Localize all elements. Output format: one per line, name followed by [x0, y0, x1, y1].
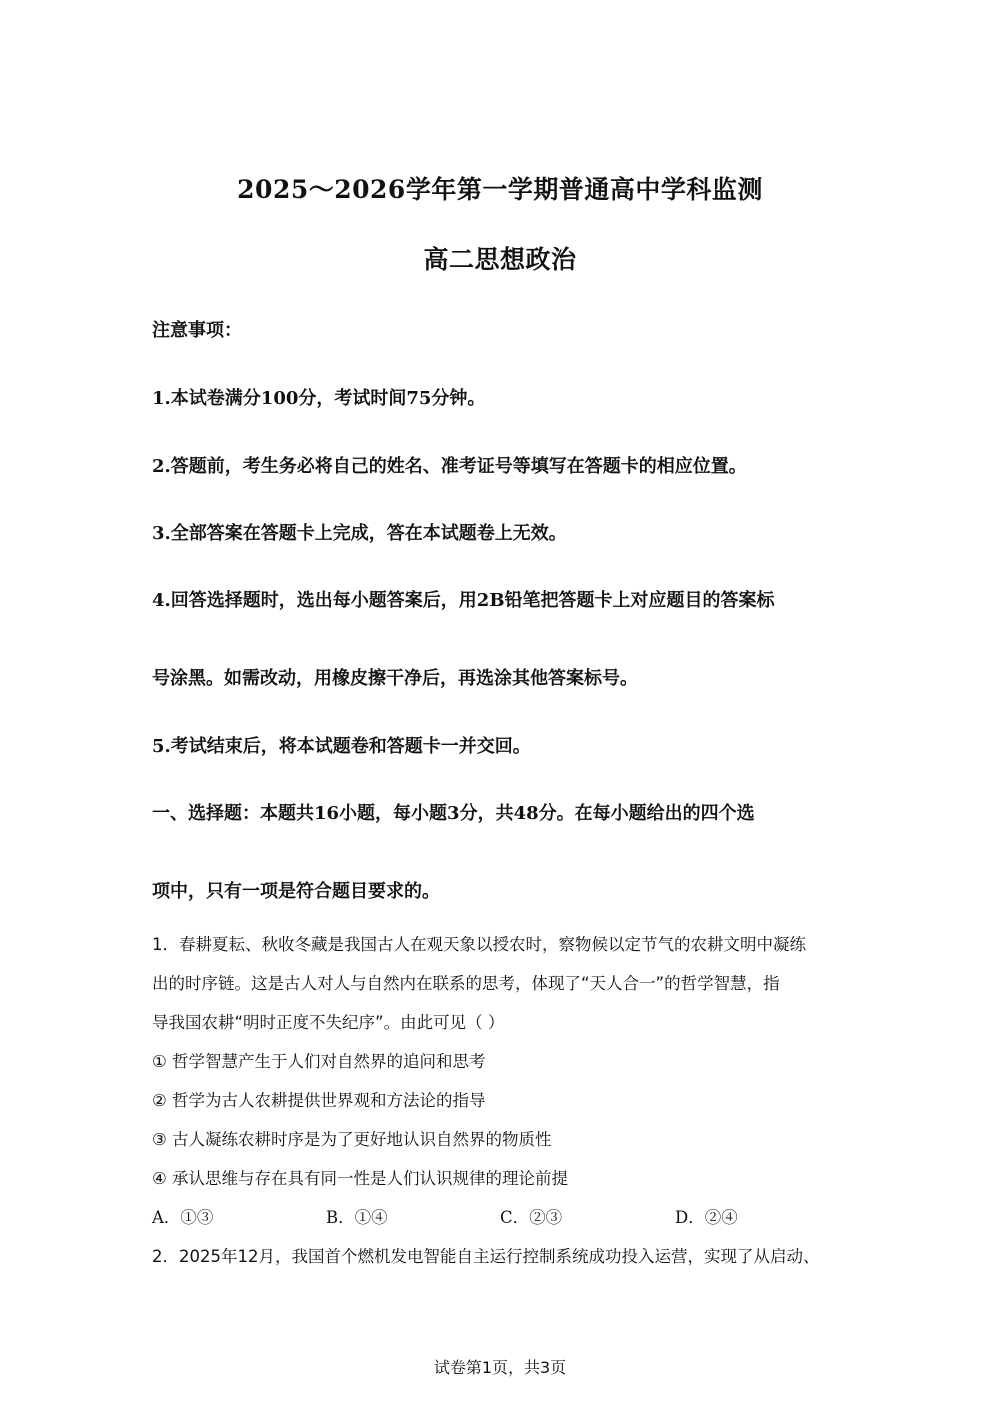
question-1-statement: ② 哲学为古人农耕提供世界观和方法论的指导	[152, 1091, 486, 1110]
section-heading: 一、选择题：本题共16小题，每小题3分，共48分。在每小题给出的四个选	[152, 803, 755, 824]
option-a: A．①③	[152, 1208, 214, 1227]
notice-item-5: 5.考试结束后，将本试题卷和答题卡一并交回。	[152, 736, 531, 757]
notice-item-1: 1.本试卷满分100分，考试时间75分钟。	[152, 388, 486, 409]
question-1-stem: 出的时序链。这是古人对人与自然内在联系的思考，体现了“天人合一”的哲学智慧，指	[152, 974, 780, 993]
option-b: B．①④	[326, 1208, 388, 1227]
question-1-statement: ④ 承认思维与存在具有同一性是人们认识规律的理论前提	[152, 1169, 569, 1188]
notice-heading: 注意事项：	[152, 320, 242, 341]
question-2-stem: 2．2025年12月，我国首个燃机发电智能自主运行控制系统成功投入运营，实现了从启动、	[152, 1247, 820, 1266]
question-1-statement: ③ 古人凝练农耕时序是为了更好地认识自然界的物质性	[152, 1130, 552, 1149]
notice-item-4: 4.回答选择题时，选出每小题答案后，用2B铅笔把答题卡上对应题目的答案标	[152, 590, 775, 611]
exam-subject: 高二思想政治	[423, 245, 577, 274]
question-1-stem: 1．春耕夏耘、秋收冬藏是我国古人在观天象以授农时，察物候以定节气的农耕文明中凝练	[152, 935, 806, 954]
notice-item-3: 3.全部答案在答题卡上完成，答在本试题卷上无效。	[152, 523, 567, 544]
option-c: C．②③	[500, 1208, 563, 1227]
page-footer: 试卷第1页，共3页	[433, 1358, 567, 1377]
question-1-statement: ① 哲学智慧产生于人们对自然界的追问和思考	[152, 1052, 486, 1071]
section-heading-cont: 项中，只有一项是符合题目要求的。	[152, 881, 440, 902]
notice-item-2: 2.答题前，考生务必将自己的姓名、准考证号等填写在答题卡的相应位置。	[152, 456, 747, 477]
question-1-stem: 导我国农耕“明时正度不失纪序”。由此可见（ ）	[152, 1013, 505, 1032]
exam-title: 2025～2026学年第一学期普通高中学科监测	[237, 175, 763, 204]
option-d: D．②④	[675, 1208, 738, 1227]
notice-item-4-cont: 号涂黑。如需改动，用橡皮擦干净后，再选涂其他答案标号。	[152, 668, 638, 689]
